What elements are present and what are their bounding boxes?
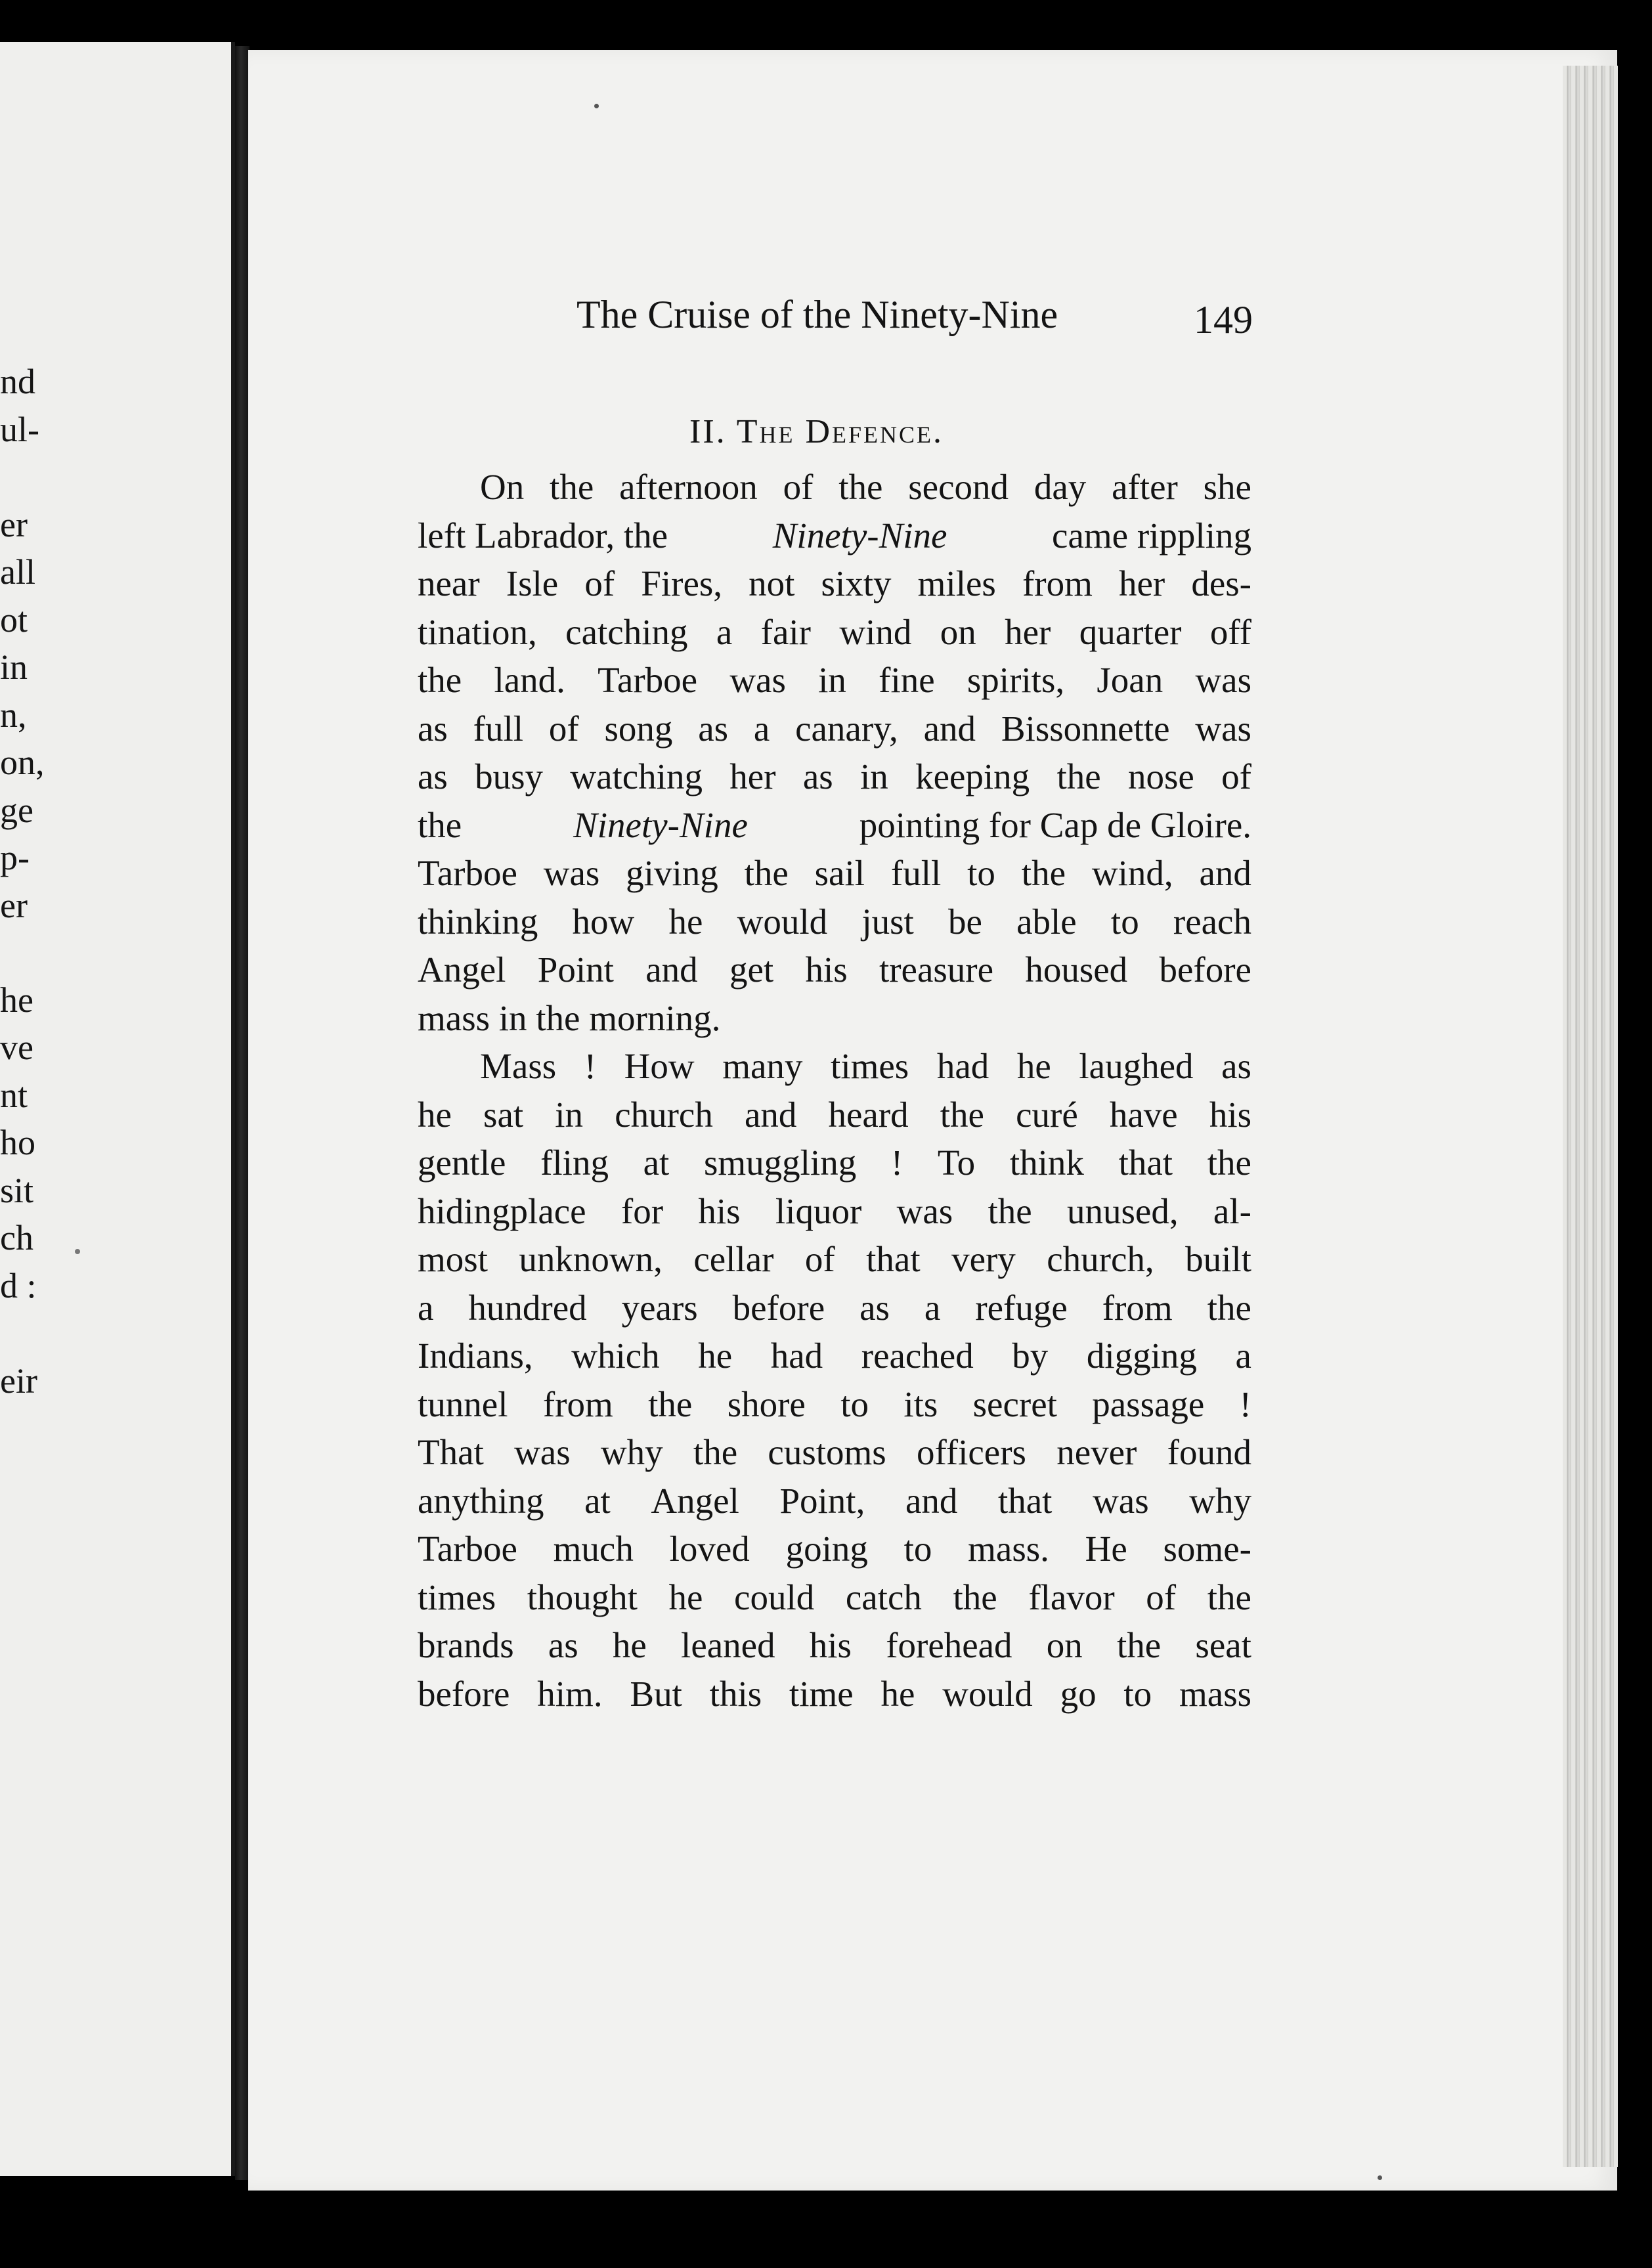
word: found [1167, 1432, 1251, 1472]
word: why [1189, 1480, 1251, 1521]
word: thought [527, 1577, 638, 1617]
word: Joan [1097, 660, 1163, 700]
word: the [953, 1577, 997, 1617]
body-text [418, 463, 1251, 1718]
word: the [1056, 756, 1101, 796]
word: the [940, 1094, 984, 1135]
word: he [668, 901, 703, 942]
word: fine [879, 660, 935, 700]
previous-page-fragment: eir [0, 1361, 37, 1401]
ship-name: Ninety-Nine [772, 515, 947, 556]
word: the [418, 660, 462, 700]
word: in [818, 660, 846, 700]
word: times [418, 1577, 496, 1617]
word: the [1207, 1287, 1251, 1328]
word: his [809, 1625, 852, 1665]
word: his [1209, 1094, 1251, 1135]
word: have [1109, 1094, 1178, 1135]
word: catching [565, 611, 688, 652]
word: how [572, 901, 635, 942]
word: unused, [1067, 1190, 1179, 1231]
text-line [418, 1573, 1251, 1622]
word: ! [1239, 1384, 1251, 1424]
word: curé [1016, 1094, 1078, 1135]
word: he [1016, 1046, 1051, 1086]
previous-page-fragment: ve [0, 1028, 33, 1067]
word: Isle [506, 563, 559, 603]
text-line [418, 705, 1251, 753]
text-line [418, 898, 1251, 946]
word: gentle [418, 1143, 506, 1183]
word: mass. [968, 1529, 1049, 1569]
word: of [1146, 1577, 1177, 1617]
word: sat [483, 1094, 524, 1135]
word: the [1117, 1625, 1162, 1665]
word: this [709, 1673, 762, 1714]
previous-page-fragment: all [0, 552, 35, 592]
word: fair [760, 611, 811, 652]
text-line [418, 801, 1251, 850]
paper-speck [1378, 2175, 1382, 2180]
word: liquor [775, 1190, 862, 1231]
word: his [805, 949, 848, 990]
page-edges [1563, 66, 1618, 2167]
previous-page-fragment: ho [0, 1123, 35, 1162]
word: How [624, 1046, 695, 1086]
word: on [940, 611, 976, 652]
word: could [734, 1577, 815, 1617]
word: housed [1025, 949, 1128, 990]
word: he [698, 1336, 733, 1376]
text-line [418, 559, 1251, 608]
word: from [542, 1384, 613, 1424]
word: some- [1163, 1529, 1251, 1569]
word: him. [537, 1673, 603, 1714]
previous-page-fragment: ge [0, 791, 33, 830]
word: the [1207, 1577, 1251, 1617]
word: her [729, 756, 776, 796]
text-line [418, 1525, 1251, 1573]
text-line [418, 946, 1251, 994]
word: wind, [1091, 853, 1173, 893]
word: from [1102, 1287, 1173, 1328]
word: and [905, 1480, 958, 1521]
word: al- [1213, 1190, 1251, 1231]
word: get [729, 949, 774, 990]
word: the [648, 1384, 693, 1424]
word: laughed [1079, 1046, 1194, 1086]
word: But [630, 1673, 682, 1714]
word: church [615, 1094, 713, 1135]
previous-page-fragment: nt [0, 1076, 28, 1115]
word: be [947, 901, 982, 942]
word: sail [814, 853, 865, 893]
previous-page-fragment: sit [0, 1171, 34, 1210]
word: secret [972, 1384, 1057, 1424]
previous-page-fragment: in [0, 647, 28, 687]
word: she [1203, 467, 1251, 507]
word: the [838, 467, 883, 507]
word: he [418, 1094, 452, 1135]
word: tunnel [418, 1384, 508, 1424]
word: seat [1195, 1625, 1251, 1665]
line-text: left Labrador, the [418, 515, 668, 556]
word: not [749, 563, 795, 603]
word: of [1221, 756, 1251, 796]
word: at [584, 1480, 611, 1521]
word: and [1199, 853, 1251, 893]
word: go [1060, 1673, 1097, 1714]
word: to [1110, 901, 1139, 942]
word: very [951, 1239, 1016, 1279]
word: was [1093, 1480, 1149, 1521]
word: was [1195, 660, 1251, 700]
word: passage [1092, 1384, 1205, 1424]
word: as [802, 756, 833, 796]
word: in [859, 756, 888, 796]
ship-name: Ninety-Nine [573, 804, 748, 845]
word: a [716, 611, 733, 652]
word: church, [1047, 1239, 1154, 1279]
text-line [418, 463, 1251, 512]
line-text: pointing for Cap de Gloire. [859, 804, 1251, 845]
word: cellar [693, 1239, 774, 1279]
word: a [1235, 1336, 1251, 1376]
word: and [744, 1094, 797, 1135]
word: had [936, 1046, 989, 1086]
word: digging [1086, 1336, 1197, 1376]
word: on [1046, 1625, 1083, 1665]
word: That [418, 1432, 484, 1472]
word: would [942, 1673, 1033, 1714]
word: at [643, 1143, 670, 1183]
word: refuge [975, 1287, 1068, 1328]
word: the [1207, 1143, 1251, 1183]
previous-page-fragment: ul- [0, 410, 39, 449]
word: from [1022, 563, 1093, 603]
book-gutter [235, 46, 250, 2180]
word: that [997, 1480, 1053, 1521]
word: Point, [779, 1480, 865, 1521]
word: a [753, 708, 770, 749]
word: Fires, [641, 563, 723, 603]
previous-page-fragment: ch [0, 1218, 33, 1257]
word: her [1118, 563, 1165, 603]
page-number: 149 [1194, 298, 1253, 341]
word: times [831, 1046, 909, 1086]
word: canary, [795, 708, 898, 749]
line-text: mass in the morning. [418, 997, 721, 1038]
previous-page-fragment: on, [0, 743, 45, 782]
word: many [722, 1046, 803, 1086]
word: as [698, 708, 729, 749]
word: shore [727, 1384, 806, 1424]
running-head-title: The Cruise of the Ninety-Nine [576, 293, 1058, 336]
word: wind [839, 611, 912, 652]
word: a [924, 1287, 941, 1328]
word: just [861, 901, 914, 942]
word: spirits, [967, 660, 1065, 700]
word: busy [475, 756, 544, 796]
text-line [418, 1621, 1251, 1670]
word: reached [861, 1336, 974, 1376]
word: much [553, 1529, 634, 1569]
paper-speck [594, 104, 599, 108]
word: he [612, 1625, 647, 1665]
text-line [418, 608, 1251, 657]
text-line [418, 1332, 1251, 1380]
word: the [693, 1432, 738, 1472]
text-line [418, 1042, 1251, 1091]
word: had [770, 1336, 823, 1376]
text-line [418, 1284, 1251, 1332]
word: fling [540, 1143, 609, 1183]
word: unknown, [519, 1239, 663, 1279]
word: a [418, 1287, 434, 1328]
previous-page-fragment: nd [0, 362, 35, 401]
word: his [698, 1190, 741, 1231]
word: near [418, 563, 480, 603]
word: he [880, 1673, 915, 1714]
word: of [804, 1239, 835, 1279]
word: was [543, 853, 600, 893]
word: would [737, 901, 828, 942]
word: most [418, 1239, 488, 1279]
word: forehead [886, 1625, 1012, 1665]
word: as [859, 1287, 890, 1328]
previous-page-fragment: er [0, 886, 28, 925]
word: built [1185, 1239, 1251, 1279]
word: des- [1191, 563, 1251, 603]
word: catch [845, 1577, 922, 1617]
word: before [1159, 949, 1251, 990]
word: of [783, 467, 814, 507]
word: reach [1173, 901, 1251, 942]
word: and [923, 708, 976, 749]
word: nose [1128, 756, 1194, 796]
word: giving [626, 853, 718, 893]
word: hundred [468, 1287, 587, 1328]
word: leaned [681, 1625, 775, 1665]
word: by [1012, 1336, 1049, 1376]
word: he [668, 1577, 703, 1617]
word: off [1209, 611, 1251, 652]
word: as [548, 1625, 578, 1665]
word: Angel [651, 1480, 739, 1521]
paper-speck [75, 1249, 80, 1254]
word: watching [570, 756, 703, 796]
previous-page-fragment: er [0, 505, 28, 544]
word: to [967, 853, 995, 893]
word: sixty [821, 563, 892, 603]
previous-page-fragment: p- [0, 838, 30, 877]
word: to [840, 1384, 869, 1424]
previous-page-fragment: he [0, 980, 33, 1020]
text-line [418, 656, 1251, 705]
word: before [418, 1673, 510, 1714]
word: Indians, [418, 1336, 533, 1376]
word: of [548, 708, 579, 749]
line-text: the [418, 804, 462, 845]
previous-page-fragment: n, [0, 695, 27, 735]
text-line [418, 994, 1251, 1043]
word: the [550, 467, 594, 507]
word: was [514, 1432, 571, 1472]
section-heading: II. The Defence. [689, 413, 944, 450]
word: treasure [879, 949, 994, 990]
text-line [418, 752, 1251, 801]
text-line [418, 1477, 1251, 1525]
previous-page [0, 42, 235, 2176]
word: He [1085, 1529, 1127, 1569]
word: keeping [915, 756, 1030, 796]
word: loved [669, 1529, 750, 1569]
previous-page-text-fragments [0, 42, 231, 2176]
word: brands [418, 1625, 514, 1665]
word: that [866, 1239, 921, 1279]
word: in [555, 1094, 584, 1135]
word: to [1123, 1673, 1152, 1714]
word: years [621, 1287, 698, 1328]
word: quarter [1079, 611, 1182, 652]
word: miles [917, 563, 996, 603]
line-text: came rippling [1052, 515, 1251, 556]
text-line [418, 849, 1251, 898]
word: was [896, 1190, 953, 1231]
word: why [600, 1432, 663, 1472]
word: Tarboe [418, 1529, 517, 1569]
word: thinking [418, 901, 538, 942]
word: as [418, 756, 448, 796]
word: the [988, 1190, 1032, 1231]
word: the [1021, 853, 1066, 893]
word: for [620, 1190, 664, 1231]
word: as [1221, 1046, 1251, 1086]
text-line [418, 1380, 1251, 1429]
word: the [744, 853, 789, 893]
word: full [890, 853, 942, 893]
text-line [418, 1139, 1251, 1187]
text-line [418, 512, 1251, 560]
word: officers [916, 1432, 1026, 1472]
word: Tarboe [418, 853, 517, 893]
word: never [1056, 1432, 1137, 1472]
word: customs [768, 1432, 886, 1472]
text-line [418, 1187, 1251, 1236]
word: Mass [480, 1046, 557, 1086]
word: to [903, 1529, 932, 1569]
word: song [604, 708, 673, 749]
word: and [645, 949, 698, 990]
word: anything [418, 1480, 544, 1521]
word: before [732, 1287, 825, 1328]
word: as [418, 708, 448, 749]
word: To [937, 1143, 976, 1183]
word: flavor [1028, 1577, 1115, 1617]
text-line [418, 1428, 1251, 1477]
word: Point [537, 949, 614, 990]
text-line [418, 1091, 1251, 1139]
word: that [1118, 1143, 1173, 1183]
word: Bissonnette [1001, 708, 1170, 749]
word: mass [1179, 1673, 1251, 1714]
word: Angel [418, 949, 506, 990]
word: able [1016, 901, 1077, 942]
word: after [1112, 467, 1178, 507]
word: hidingplace [418, 1190, 586, 1231]
word: land. [494, 660, 565, 700]
word: heard [828, 1094, 909, 1135]
previous-page-fragment: ot [0, 600, 28, 640]
word: ! [584, 1046, 597, 1086]
word: think [1009, 1143, 1084, 1183]
word: day [1033, 467, 1087, 507]
word: smuggling [704, 1143, 857, 1183]
text-line [418, 1670, 1251, 1718]
word: going [785, 1529, 868, 1569]
word: full [473, 708, 524, 749]
word: which [571, 1336, 660, 1376]
word: was [729, 660, 786, 700]
word: afternoon [619, 467, 758, 507]
word: tination, [418, 611, 537, 652]
text-line [418, 1235, 1251, 1284]
word: ! [890, 1143, 903, 1183]
word: Tarboe [598, 660, 698, 700]
previous-page-fragment: d : [0, 1266, 37, 1305]
word: was [1195, 708, 1251, 749]
word: of [584, 563, 615, 603]
word: second [908, 467, 1009, 507]
word: her [1005, 611, 1051, 652]
word: time [789, 1673, 854, 1714]
word: its [903, 1384, 938, 1424]
word: On [480, 467, 525, 507]
